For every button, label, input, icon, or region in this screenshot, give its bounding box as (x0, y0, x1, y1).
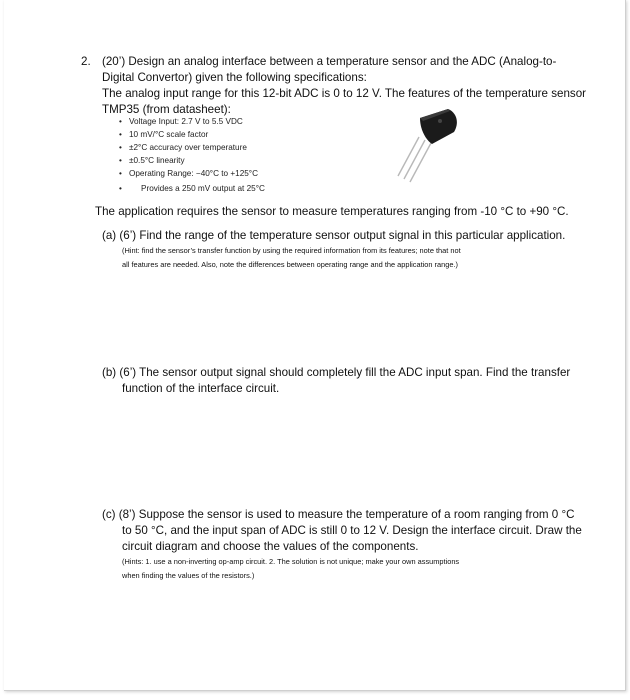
feature-item (119, 156, 185, 165)
bullet: • (119, 156, 122, 165)
feature-text: Voltage Input: 2.7 V to 5.5 VDC (129, 117, 243, 126)
part-c-question-line-1: (c) (8’) Suppose the sensor is used to measure the temperature of a room ranging from 0 °C (102, 508, 575, 521)
feature-text: ±0.5°C linearity (129, 156, 185, 165)
feature-item (119, 184, 265, 193)
question-intro-line-2: Digital Convertor) given the following specifications: (102, 71, 367, 84)
part-c-hint-line-2: when finding the values of the resistors.) (122, 571, 255, 580)
part-b-question-line-2: function of the interface circuit. (122, 382, 280, 395)
question-number: 2. (81, 55, 91, 68)
part-c-question-line-2: to 50 °C, and the input span of ADC is still 0 to 12 V. Design the interface circuit. Draw the (122, 524, 582, 537)
bullet: • (119, 130, 122, 139)
feature-item (119, 130, 208, 139)
feature-text: Provides a 250 mV output at 25°C (141, 184, 265, 193)
tmp35-sensor-image (396, 104, 466, 184)
part-a-hint-line-2: all features are needed. Also, note the differences between operating range and the application range.) (122, 260, 458, 269)
application-requirement: The application requires the sensor to measure temperatures ranging from -10 °C to +90 °C. (95, 205, 569, 218)
part-b-question-line-1: (b) (6’) The sensor output signal should completely fill the ADC input span. Find the transfer (102, 366, 571, 379)
feature-text: ±2°C accuracy over temperature (129, 143, 247, 152)
part-a-hint-line-1: (Hint: find the sensor’s transfer function by using the required information from its features; note that not (122, 246, 461, 255)
bullet: • (119, 143, 122, 152)
part-c-hint-line-1: (Hints: 1. use a non-inverting op-amp circuit. 2. The solution is not unique; make your own assumptions (122, 557, 460, 566)
part-c-question-line-3: circuit diagram and choose the values of the components. (122, 540, 419, 553)
question-intro-line-3: The analog input range for this 12-bit ADC is 0 to 12 V. The features of the temperature sensor (102, 87, 587, 100)
bullet: • (119, 184, 122, 193)
feature-text: Operating Range: −40°C to +125°C (129, 169, 258, 178)
bullet: • (119, 117, 122, 126)
document-page (4, 0, 626, 691)
feature-item (119, 169, 258, 178)
question-intro-line-1: (20’) Design an analog interface between a temperature sensor and the ADC (Analog-to- (102, 55, 557, 68)
feature-item (119, 143, 247, 152)
feature-item (119, 117, 243, 126)
feature-text: 10 mV/°C scale factor (129, 130, 209, 139)
question-intro-line-4: TMP35 (from datasheet): (102, 103, 231, 116)
part-a-question: (a) (6’) Find the range of the temperature sensor output signal in this particular application. (102, 229, 566, 242)
bullet: • (119, 169, 122, 178)
